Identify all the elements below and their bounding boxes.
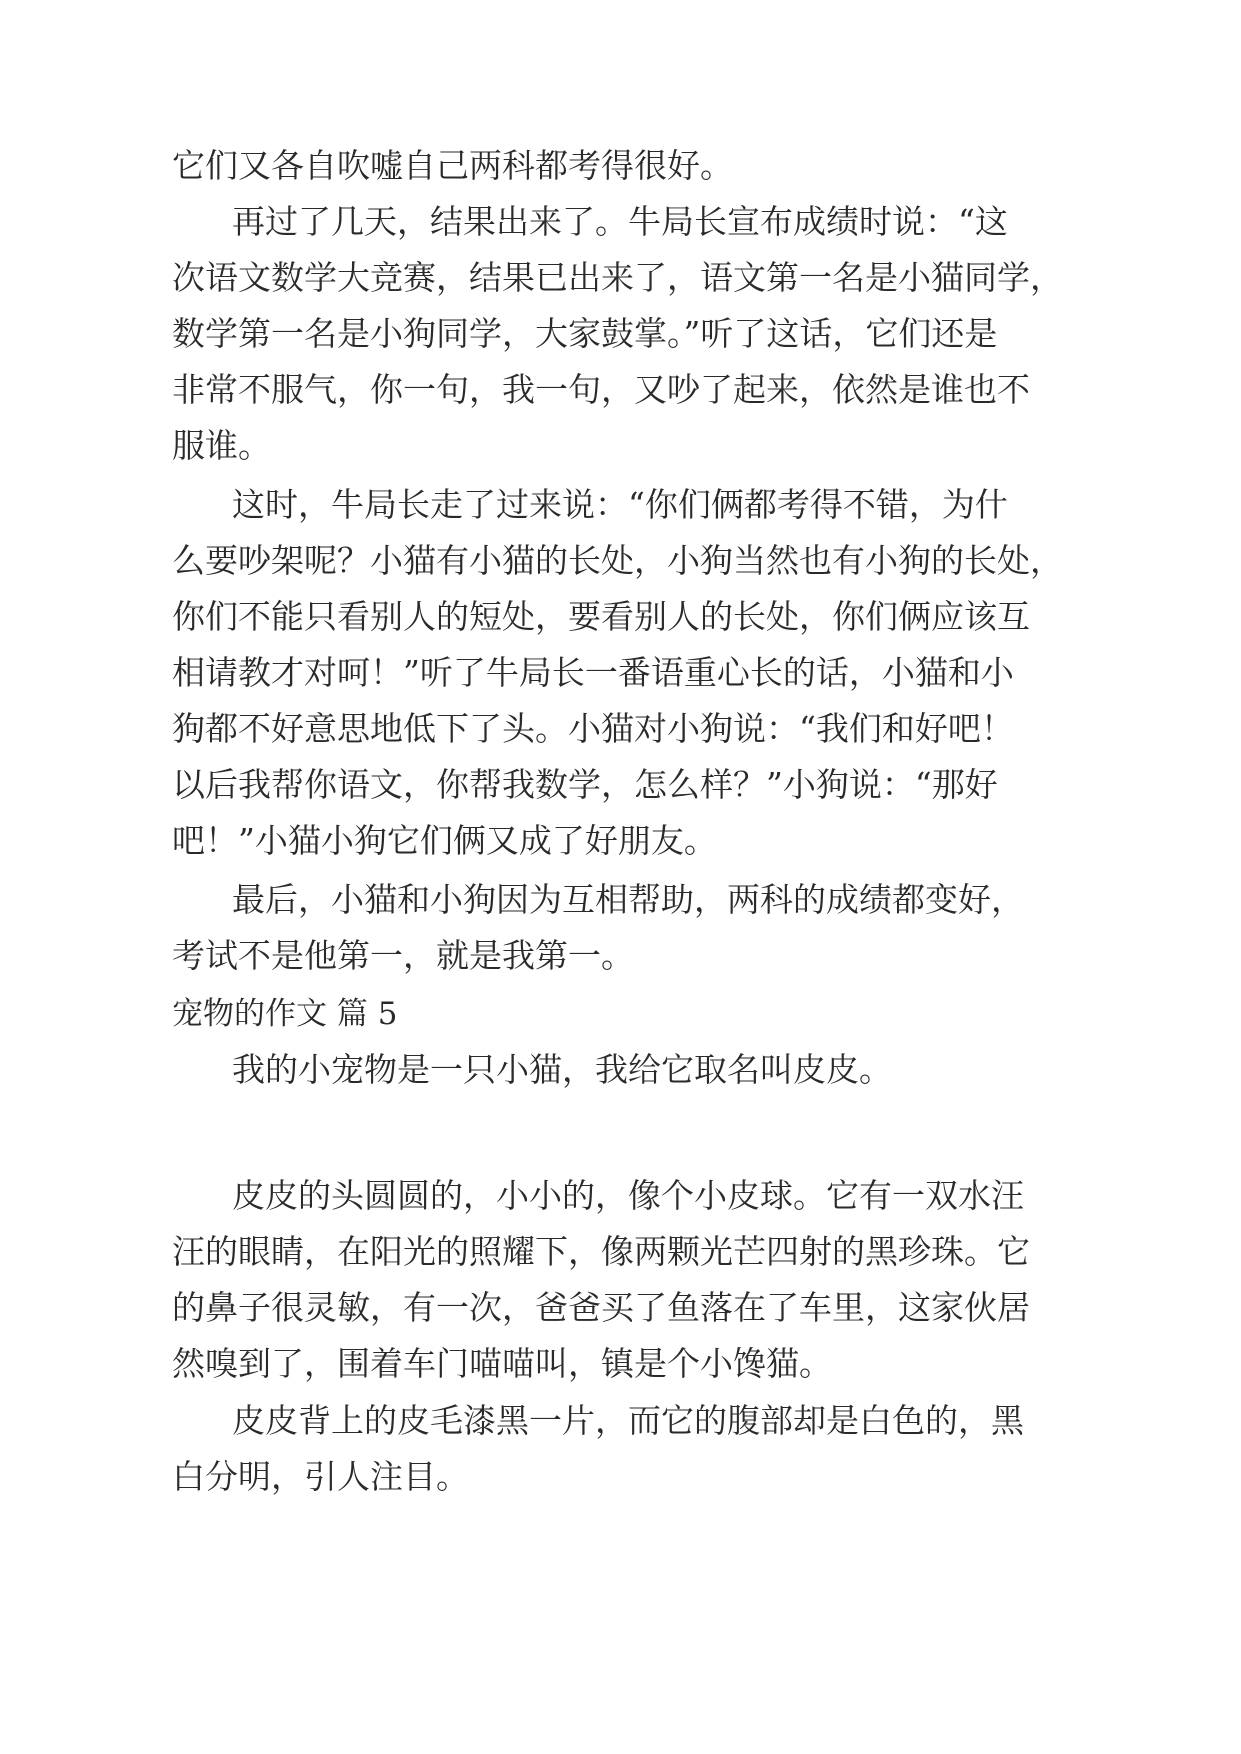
text-line: 你们不能只看别人的短处，要看别人的长处，你们俩应该互 bbox=[172, 597, 1030, 636]
text-line: 然嗅到了，围着车门喵喵叫，镇是个小馋猫。 bbox=[172, 1344, 832, 1383]
text-line: 以后我帮你语文，你帮我数学，怎么样？”小狗说：“那好 bbox=[172, 765, 998, 804]
text-line: 相请教才对呵！”听了牛局长一番语重心长的话，小猫和小 bbox=[172, 653, 1014, 692]
text-line: 考试不是他第一，就是我第一。 bbox=[172, 936, 634, 975]
text-line: 么要吵架呢？小猫有小猫的长处，小狗当然也有小狗的长处， bbox=[172, 541, 1063, 580]
text-line: 非常不服气，你一句，我一句，又吵了起来，依然是谁也不 bbox=[172, 370, 1030, 409]
paragraph-start-line: 最后，小猫和小狗因为互相帮助，两科的成绩都变好， bbox=[232, 880, 1024, 919]
paragraph-start-line: 皮皮背上的皮毛漆黑一片，而它的腹部却是白色的，黑 bbox=[232, 1401, 1024, 1440]
text-line: 它们又各自吹嘘自己两科都考得很好。 bbox=[172, 146, 733, 185]
text-line: 服谁。 bbox=[172, 426, 271, 465]
paragraph-start-line: 我的小宠物是一只小猫，我给它取名叫皮皮。 bbox=[232, 1050, 892, 1089]
section-heading: 宠物的作文 篇 5 bbox=[172, 996, 398, 1032]
text-line: 狗都不好意思地低下了头。小猫对小狗说：“我们和好吧！ bbox=[172, 709, 1014, 748]
paragraph-start-line: 再过了几天，结果出来了。牛局长宣布成绩时说：“这 bbox=[232, 202, 1008, 241]
text-line: 次语文数学大竞赛，结果已出来了，语文第一名是小猫同学， bbox=[172, 258, 1063, 297]
text-line: 白分明，引人注目。 bbox=[172, 1457, 469, 1496]
text-line: 吧！”小猫小狗它们俩又成了好朋友。 bbox=[172, 821, 717, 860]
text-line: 汪的眼睛，在阳光的照耀下，像两颗光芒四射的黑珍珠。它 bbox=[172, 1232, 1030, 1271]
paragraph-start-line: 皮皮的头圆圆的，小小的，像个小皮球。它有一双水汪 bbox=[232, 1176, 1024, 1215]
text-line: 数学第一名是小狗同学，大家鼓掌。”听了这话，它们还是 bbox=[172, 314, 998, 353]
paragraph-start-line: 这时，牛局长走了过来说：“你们俩都考得不错，为什 bbox=[232, 485, 1008, 524]
text-line: 的鼻子很灵敏，有一次，爸爸买了鱼落在了车里，这家伙居 bbox=[172, 1288, 1030, 1327]
